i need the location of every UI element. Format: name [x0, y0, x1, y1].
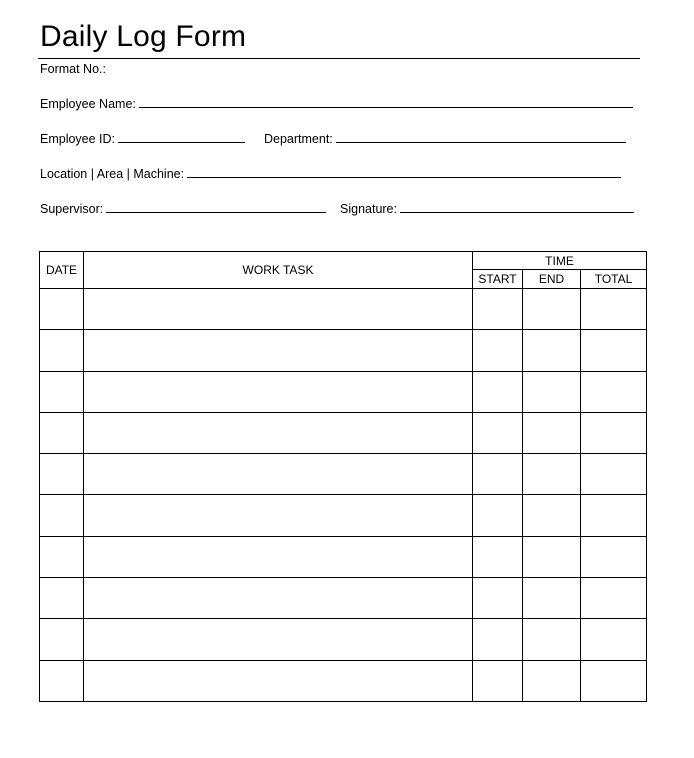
- log-table: [39, 251, 647, 702]
- date-cell[interactable]: [40, 454, 84, 495]
- date-cell[interactable]: [40, 371, 84, 412]
- table-row: [40, 289, 647, 330]
- start-cell[interactable]: [473, 412, 523, 453]
- department-field: [264, 130, 626, 147]
- total-cell[interactable]: [581, 619, 647, 660]
- table-row: [40, 536, 647, 577]
- date-cell[interactable]: [40, 330, 84, 371]
- task-cell[interactable]: [84, 371, 473, 412]
- supervisor-field: [40, 200, 326, 217]
- start-cell[interactable]: [473, 536, 523, 577]
- date-cell[interactable]: [40, 619, 84, 660]
- total-cell[interactable]: [581, 536, 647, 577]
- date-cell[interactable]: [40, 495, 84, 536]
- task-cell[interactable]: [84, 289, 473, 330]
- end-cell[interactable]: [523, 619, 581, 660]
- date-cell[interactable]: [40, 289, 84, 330]
- total-cell[interactable]: [581, 330, 647, 371]
- signature-field: [340, 200, 634, 217]
- total-cell[interactable]: [581, 412, 647, 453]
- start-cell[interactable]: [473, 289, 523, 330]
- total-cell[interactable]: [581, 660, 647, 701]
- employee-id-label: Employee ID:: [40, 132, 116, 146]
- employee-name-label: Employee Name:: [40, 97, 136, 111]
- department-blank[interactable]: [336, 130, 626, 143]
- table-row: [40, 619, 647, 660]
- start-header: START: [473, 270, 523, 289]
- start-cell[interactable]: [473, 454, 523, 495]
- table-row: [40, 371, 647, 412]
- end-cell[interactable]: [523, 495, 581, 536]
- employee-id-field: [40, 130, 245, 147]
- task-cell[interactable]: [84, 536, 473, 577]
- signature-blank[interactable]: [400, 200, 634, 213]
- employee-id-blank[interactable]: [118, 130, 245, 143]
- end-cell[interactable]: [523, 454, 581, 495]
- work-task-header: WORK TASK: [84, 252, 473, 289]
- date-cell[interactable]: [40, 536, 84, 577]
- form-title: Daily Log Form: [40, 20, 247, 53]
- supervisor-blank[interactable]: [106, 200, 326, 213]
- task-cell[interactable]: [84, 660, 473, 701]
- total-cell[interactable]: [581, 578, 647, 619]
- total-cell[interactable]: [581, 495, 647, 536]
- signature-label: Signature:: [340, 202, 397, 216]
- table-row: [40, 578, 647, 619]
- date-cell[interactable]: [40, 412, 84, 453]
- date-header: DATE: [40, 252, 84, 289]
- supervisor-label: Supervisor:: [40, 202, 104, 216]
- start-cell[interactable]: [473, 660, 523, 701]
- end-header: END: [523, 270, 581, 289]
- total-cell[interactable]: [581, 454, 647, 495]
- table-row: [40, 660, 647, 701]
- table-row: [40, 454, 647, 495]
- end-cell[interactable]: [523, 412, 581, 453]
- start-cell[interactable]: [473, 578, 523, 619]
- end-cell[interactable]: [523, 289, 581, 330]
- format-no-field: [40, 61, 106, 77]
- title-divider: [38, 58, 640, 59]
- end-cell[interactable]: [523, 578, 581, 619]
- start-cell[interactable]: [473, 330, 523, 371]
- end-cell[interactable]: [523, 536, 581, 577]
- time-header: TIME: [473, 252, 647, 270]
- task-cell[interactable]: [84, 495, 473, 536]
- task-cell[interactable]: [84, 330, 473, 371]
- table-row: [40, 412, 647, 453]
- total-cell[interactable]: [581, 289, 647, 330]
- start-cell[interactable]: [473, 495, 523, 536]
- end-cell[interactable]: [523, 371, 581, 412]
- task-cell[interactable]: [84, 619, 473, 660]
- task-cell[interactable]: [84, 412, 473, 453]
- location-label: Location | Area | Machine:: [40, 167, 185, 181]
- format-no-label: Format No.:: [40, 62, 106, 76]
- employee-name-blank[interactable]: [139, 95, 633, 108]
- location-blank[interactable]: [187, 165, 621, 178]
- start-cell[interactable]: [473, 619, 523, 660]
- location-field: [40, 165, 621, 182]
- table-row: [40, 495, 647, 536]
- total-cell[interactable]: [581, 371, 647, 412]
- date-cell[interactable]: [40, 660, 84, 701]
- date-cell[interactable]: [40, 578, 84, 619]
- department-label: Department:: [264, 132, 333, 146]
- total-header: TOTAL: [581, 270, 647, 289]
- end-cell[interactable]: [523, 660, 581, 701]
- employee-name-field: [40, 95, 633, 112]
- task-cell[interactable]: [84, 578, 473, 619]
- task-cell[interactable]: [84, 454, 473, 495]
- start-cell[interactable]: [473, 371, 523, 412]
- end-cell[interactable]: [523, 330, 581, 371]
- table-row: [40, 330, 647, 371]
